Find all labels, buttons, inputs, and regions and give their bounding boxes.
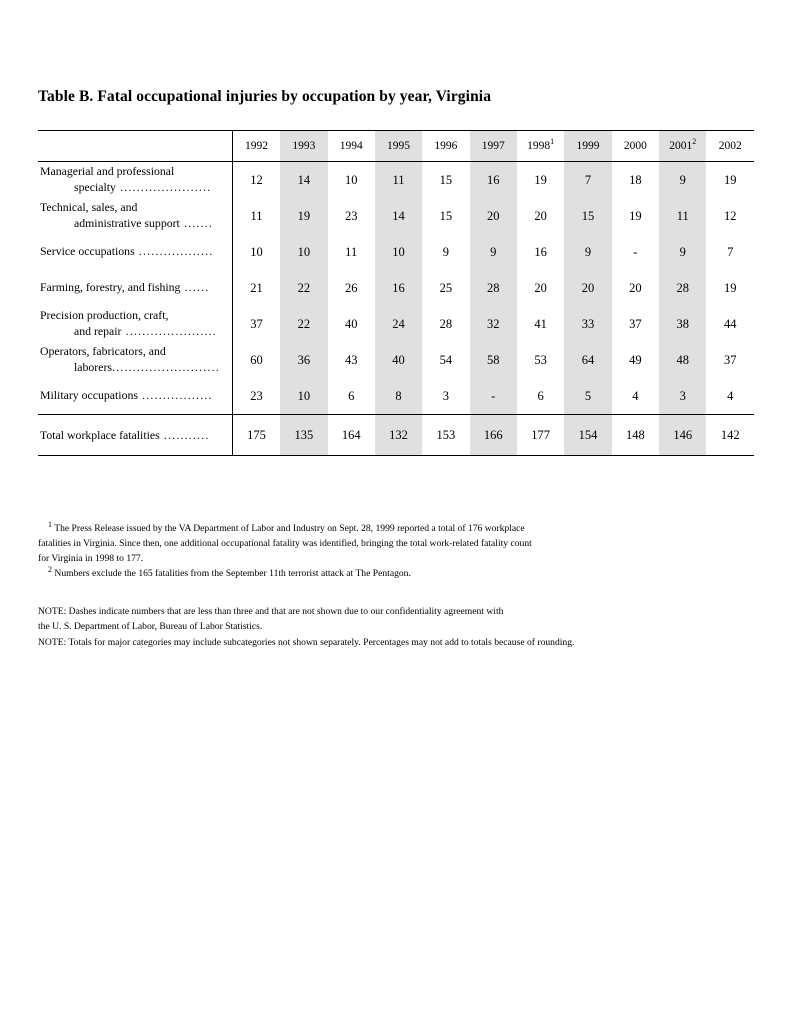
row-label-farming [38, 270, 232, 306]
row-label-line1: Operators, fabricators, and [40, 344, 166, 359]
cell-total-1992: 175 [247, 427, 266, 442]
row-label-service [38, 234, 232, 270]
header-1994 [328, 131, 375, 162]
cell-military-1992: 23 [250, 388, 263, 403]
table-row [38, 198, 754, 234]
cell-military-1995: 8 [375, 378, 422, 414]
row-label-dots: .......................... [112, 360, 220, 374]
cell-farming-1994: 26 [344, 280, 358, 295]
header-occupation-blank [38, 131, 232, 162]
cell-operators-1999: 64 [564, 342, 611, 378]
footnote-2-marker: 2 [48, 564, 52, 574]
cell-precision-1998: 41 [534, 316, 547, 331]
cell-managerial-2002: 19 [723, 172, 737, 187]
cell-total-1996: 153 [436, 427, 456, 442]
cell-technical-2001: 11 [659, 198, 706, 234]
cell-operators-2000: 49 [629, 352, 642, 367]
row-label-line1: Military occupations [40, 388, 138, 403]
cell-total-1998: 177 [531, 427, 550, 442]
cell-service-1998: 16 [534, 244, 547, 259]
cell-precision-1992: 37 [250, 316, 263, 331]
cell-service-2000: - [633, 244, 638, 259]
cell-service-2001: 9 [659, 234, 706, 270]
cell-operators-1998: 53 [534, 352, 547, 367]
cell-service-2002: 7 [727, 244, 734, 259]
row-label-operators [38, 342, 232, 378]
row-label-dots: .................. [134, 244, 214, 259]
table-header-row [38, 131, 754, 162]
footnote-2-line1: Numbers exclude the 165 fatalities from the September 11th terrorist attack at The Pentagon. [54, 567, 411, 579]
fatalities-table [38, 130, 754, 456]
cell-military-1993: 10 [280, 378, 327, 414]
table-row [38, 306, 754, 342]
row-label-line2: and repair [74, 324, 122, 338]
header-1992-label: 1992 [245, 140, 268, 152]
row-label-line1: Technical, sales, and [40, 200, 138, 215]
cell-precision-1997: 32 [470, 306, 517, 342]
note-2-line1: NOTE: Totals for major categories may include subcategories not shown separately. Percentages may not add to totals because of rounding. [38, 636, 575, 648]
header-2001 [659, 131, 706, 162]
footnotes [38, 519, 738, 581]
cell-operators-1994: 43 [344, 352, 358, 367]
cell-farming-1997: 28 [470, 270, 517, 306]
header-1996 [422, 131, 469, 162]
header-1995 [375, 131, 422, 162]
cell-military-2002: 4 [727, 388, 734, 403]
cell-military-1997: - [470, 378, 517, 414]
cell-managerial-1998: 19 [534, 172, 547, 187]
table-row [38, 342, 754, 378]
table-row [38, 270, 754, 306]
footnote-1 [38, 519, 738, 537]
cell-technical-2000: 19 [629, 208, 642, 223]
header-1998-label: 1998 [527, 140, 551, 152]
header-2001-footnote-marker: 2 [692, 137, 697, 147]
header-2000 [612, 131, 659, 162]
cell-managerial-1997: 16 [470, 162, 517, 199]
row-label-line2: administrative support [74, 216, 180, 230]
row-label-military [38, 378, 232, 414]
cell-service-1994: 11 [345, 244, 358, 259]
header-1997 [470, 131, 517, 162]
cell-farming-1995: 16 [375, 270, 422, 306]
cell-precision-2002: 44 [723, 316, 737, 331]
cell-technical-1996: 15 [439, 208, 453, 223]
cell-operators-1993: 36 [280, 342, 327, 378]
table-bottom-rule [38, 456, 754, 457]
row-label-dots: ................. [137, 388, 213, 403]
cell-managerial-1999: 7 [564, 162, 611, 199]
header-1999-label: 1999 [576, 140, 600, 152]
cell-technical-1997: 20 [470, 198, 517, 234]
cell-operators-2001: 48 [659, 342, 706, 378]
notes [38, 604, 738, 650]
table-row [38, 234, 754, 270]
row-label-precision [38, 306, 232, 342]
cell-military-1999: 5 [564, 378, 611, 414]
header-1993-label: 1993 [292, 140, 316, 152]
cell-managerial-1994: 10 [344, 172, 358, 187]
cell-total-1994: 164 [341, 427, 361, 442]
header-1996-label: 1996 [434, 140, 458, 152]
cell-military-1998: 6 [537, 388, 544, 403]
cell-precision-1994: 40 [344, 316, 358, 331]
table-row [38, 378, 754, 414]
cell-service-1997: 9 [470, 234, 517, 270]
cell-managerial-1995: 11 [375, 162, 422, 199]
cell-service-1995: 10 [375, 234, 422, 270]
cell-managerial-2001: 9 [659, 162, 706, 199]
row-label-line1: Total workplace fatalities [40, 427, 160, 442]
row-label-line1: Service occupations [40, 244, 135, 259]
cell-total-1997: 166 [470, 415, 517, 456]
cell-operators-1995: 40 [375, 342, 422, 378]
cell-managerial-1993: 14 [280, 162, 327, 199]
cell-technical-2002: 12 [723, 208, 737, 223]
cell-technical-1993: 19 [280, 198, 327, 234]
cell-military-2001: 3 [659, 378, 706, 414]
cell-precision-1993: 22 [280, 306, 327, 342]
row-label-dots: ...................... [121, 324, 217, 338]
cell-farming-2001: 28 [659, 270, 706, 306]
cell-precision-1995: 24 [375, 306, 422, 342]
cell-service-1992: 10 [250, 244, 263, 259]
cell-technical-1999: 15 [564, 198, 611, 234]
cell-technical-1994: 23 [344, 208, 358, 223]
row-label-dots: ...... [180, 280, 210, 295]
header-1993 [280, 131, 327, 162]
header-2001-label: 2001 [669, 140, 693, 152]
cell-total-1999: 154 [564, 415, 611, 456]
cell-military-2000: 4 [632, 388, 639, 403]
row-label-line2: laborers [74, 360, 112, 374]
cell-operators-1996: 54 [439, 352, 453, 367]
cell-managerial-1996: 15 [439, 172, 453, 187]
cell-service-1993: 10 [280, 234, 327, 270]
table-row [38, 162, 754, 199]
note-1-line1: NOTE: Dashes indicate numbers that are less than three and that are not shown due to our confidentiality agreement with [38, 606, 504, 617]
header-1995-label: 1995 [387, 140, 411, 152]
cell-operators-1992: 60 [250, 352, 263, 367]
row-label-technical [38, 198, 232, 234]
cell-managerial-2000: 18 [629, 172, 642, 187]
note-1-line2: the U. S. Department of Labor, Bureau of Labor Statistics. [38, 621, 263, 633]
cell-total-1993: 135 [280, 415, 327, 456]
footnote-1-line3: for Virginia in 1998 to 177. [38, 552, 144, 564]
row-label-dots: ........... [159, 427, 210, 442]
header-2002 [706, 131, 754, 162]
cell-precision-2001: 38 [659, 306, 706, 342]
cell-military-1996: 3 [442, 388, 449, 403]
row-label-line2: specialty [74, 180, 116, 194]
cell-service-1996: 9 [442, 244, 449, 259]
row-label-line1: Precision production, craft, [40, 308, 169, 323]
cell-total-2001: 146 [659, 415, 706, 456]
page-title: Table B. Fatal occupational injuries by occupation by year, Virginia [38, 88, 492, 105]
cell-operators-2002: 37 [723, 352, 737, 367]
row-label-line1: Managerial and professional [40, 164, 175, 179]
row-label-total [38, 415, 232, 456]
cell-farming-1998: 20 [534, 280, 547, 295]
cell-service-1999: 9 [564, 234, 611, 270]
cell-technical-1998: 20 [534, 208, 547, 223]
cell-military-1994: 6 [348, 388, 355, 403]
footnote-1-line2: fatalities in Virginia. Since then, one additional occupational fatality was identified, bringing the total work-related fatality count [38, 537, 532, 549]
row-label-managerial [38, 162, 232, 199]
footnote-1-line1: The Press Release issued by the VA Department of Labor and Industry on Sept. 28, 1999 reported a total of 176 workplace [54, 523, 525, 534]
cell-precision-2000: 37 [629, 316, 642, 331]
cell-technical-1992: 11 [250, 208, 263, 223]
cell-total-1995: 132 [375, 415, 422, 456]
cell-farming-1992: 21 [250, 280, 263, 295]
cell-farming-2002: 19 [723, 280, 737, 295]
table-total-row [38, 415, 754, 456]
header-1998 [517, 131, 564, 162]
header-2002-label: 2002 [718, 140, 742, 152]
header-1998-footnote-marker: 1 [550, 137, 555, 147]
cell-operators-1997: 58 [470, 342, 517, 378]
cell-farming-1999: 20 [564, 270, 611, 306]
row-label-dots: ....... [179, 216, 214, 230]
header-1994-label: 1994 [339, 140, 363, 152]
cell-technical-1995: 14 [375, 198, 422, 234]
cell-farming-2000: 20 [629, 280, 642, 295]
cell-farming-1993: 22 [280, 270, 327, 306]
cell-precision-1996: 28 [439, 316, 453, 331]
cell-precision-1999: 33 [564, 306, 611, 342]
header-1992 [232, 131, 280, 162]
header-1997-label: 1997 [481, 140, 505, 152]
footnote-1-marker: 1 [48, 519, 52, 529]
row-label-line1: Farming, forestry, and fishing [40, 280, 181, 295]
cell-farming-1996: 25 [439, 280, 453, 295]
cell-total-2000: 148 [625, 427, 645, 442]
row-label-dots: ...................... [115, 180, 212, 194]
footnote-2 [38, 564, 738, 582]
cell-total-2002: 142 [720, 427, 740, 442]
cell-managerial-1992: 12 [250, 172, 263, 187]
header-2000-label: 2000 [623, 140, 647, 152]
header-1999 [564, 131, 611, 162]
